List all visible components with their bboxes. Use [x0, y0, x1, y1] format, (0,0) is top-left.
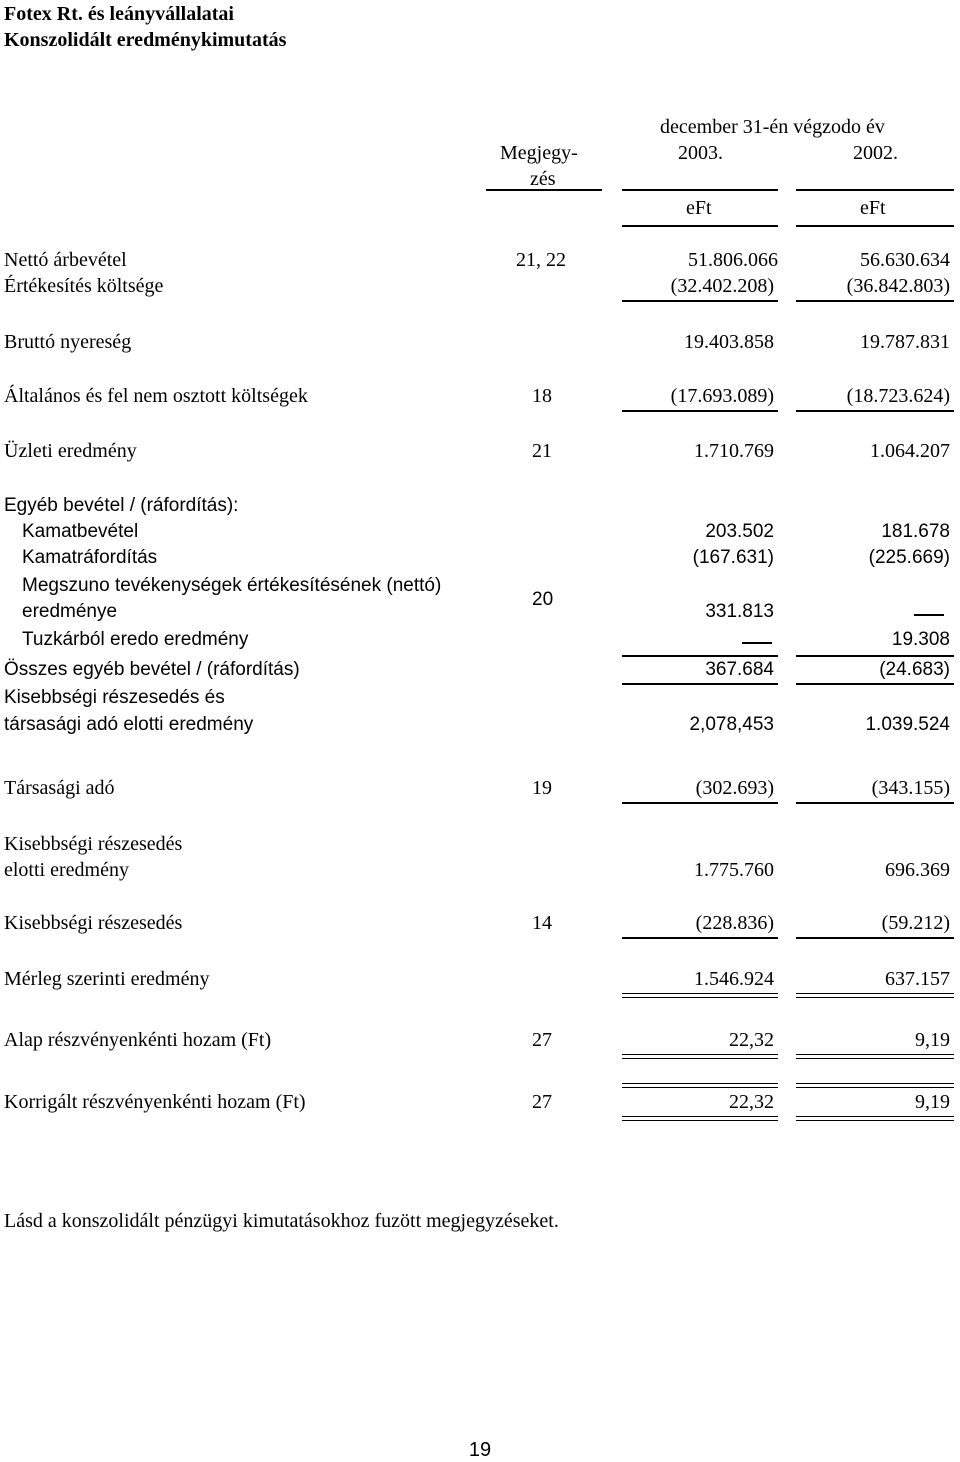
value-2002-discontinued-dash — [914, 614, 944, 616]
year-2003-rule — [622, 189, 778, 191]
value-2002-net-result: 637.157 — [885, 968, 950, 990]
row-label-fire-result: Tuzkárból eredo eredmény — [22, 629, 249, 650]
row-label-gross-profit: Bruttó nyereség — [4, 331, 132, 353]
basic-eps-double-rule-2002 — [796, 1054, 954, 1059]
note-heading: Megjegy- — [500, 142, 578, 164]
row-note-net-sales: 21, 22 — [516, 249, 566, 271]
value-2003-total-other: 367.684 — [705, 659, 774, 680]
row-label-discontinued-cont: eredménye — [22, 601, 118, 622]
value-2002-basic-eps: 9,19 — [915, 1029, 950, 1051]
row-label-operating-result: Üzleti eredmény — [4, 440, 137, 462]
value-2002-interest-expense: (225.669) — [868, 547, 950, 568]
year-2002-rule — [796, 189, 954, 191]
year-2002-heading: 2002. — [853, 142, 898, 164]
value-2002-diluted-eps: 9,19 — [915, 1091, 950, 1113]
unit-2002: eFt — [860, 197, 886, 219]
row-label-pre-minority: Kisebbségi részesedés — [4, 833, 183, 855]
value-2003-minority: (228.836) — [695, 912, 774, 934]
other-income-heading: Egyéb bevétel / (ráfordítás): — [4, 495, 239, 516]
row-note-corporate-tax: 19 — [532, 777, 552, 799]
general-costs-rule-2002 — [796, 410, 954, 412]
net-result-double-rule-2002 — [796, 993, 954, 998]
row-note-operating-result: 21 — [532, 440, 552, 462]
value-2003-interest-income: 203.502 — [705, 521, 774, 542]
row-label-general-costs: Általános és fel nem osztott költségek — [4, 385, 308, 407]
row-note-basic-eps: 27 — [532, 1029, 552, 1051]
unit-2003-rule — [622, 225, 778, 227]
value-2002-cost-of-sales: (36.842.803) — [846, 275, 950, 297]
note-heading-cont: zés — [530, 168, 556, 190]
period-heading: december 31-én végzodo év — [660, 116, 885, 138]
row-label-diluted-eps: Korrigált részvényenkénti hozam (Ft) — [4, 1091, 306, 1113]
value-2002-gross-profit: 19.787.831 — [860, 331, 950, 353]
total-other-rule-2003 — [622, 683, 778, 685]
value-2003-pre-minority: 1.775.760 — [694, 859, 774, 881]
basic-eps-double-rule-2003 — [622, 1054, 778, 1059]
row-note-general-costs: 18 — [532, 385, 552, 407]
value-2003-gross-profit: 19.403.858 — [684, 331, 774, 353]
row-label-basic-eps: Alap részvényenkénti hozam (Ft) — [4, 1029, 272, 1051]
value-2002-minority: (59.212) — [881, 912, 950, 934]
row-note-minority: 14 — [532, 912, 552, 934]
value-2003-net-sales: 51.806.066 — [688, 249, 778, 271]
value-2003-cost-of-sales: (32.402.208) — [670, 275, 774, 297]
value-2002-pretax: 1.039.524 — [865, 714, 950, 735]
minority-rule-2003 — [622, 937, 778, 939]
row-label-pre-minority-cont: elotti eredmény — [4, 859, 129, 881]
unit-2003: eFt — [686, 197, 712, 219]
note-heading-rule — [486, 189, 602, 191]
net-result-double-rule-2003 — [622, 993, 778, 998]
cost-of-sales-rule-2003 — [622, 300, 778, 302]
value-2003-discontinued: 331.813 — [705, 601, 774, 622]
value-2003-general-costs: (17.693.089) — [670, 385, 774, 407]
corporate-tax-rule-2003 — [622, 802, 778, 804]
value-2002-net-sales: 56.630.634 — [860, 249, 950, 271]
value-2002-pre-minority: 696.369 — [885, 859, 950, 881]
diluted-eps-top-rule-2003 — [622, 1083, 778, 1088]
row-label-interest-expense: Kamatráfordítás — [22, 547, 158, 568]
cost-of-sales-rule-2002 — [796, 300, 954, 302]
value-2003-interest-expense: (167.631) — [692, 547, 774, 568]
row-label-corporate-tax: Társasági adó — [4, 777, 115, 799]
value-2002-operating-result: 1.064.207 — [870, 440, 950, 462]
row-label-minority: Kisebbségi részesedés — [4, 912, 183, 934]
fire-result-rule-2003 — [622, 655, 778, 657]
diluted-eps-top-rule-2002 — [796, 1083, 954, 1088]
value-2003-diluted-eps: 22,32 — [729, 1091, 774, 1113]
value-2003-basic-eps: 22,32 — [729, 1029, 774, 1051]
value-2002-fire-result: 19.308 — [891, 629, 950, 650]
value-2003-corporate-tax: (302.693) — [695, 777, 774, 799]
corporate-tax-rule-2002 — [796, 802, 954, 804]
row-note-diluted-eps: 27 — [532, 1091, 552, 1113]
row-note-discontinued: 20 — [532, 589, 554, 610]
value-2003-pretax: 2,078,453 — [689, 714, 774, 735]
general-costs-rule-2003 — [622, 410, 778, 412]
row-label-pretax: Kisebbségi részesedés és — [4, 687, 225, 708]
diluted-eps-double-rule-2003 — [622, 1116, 778, 1121]
row-label-interest-income: Kamatbevétel — [22, 521, 139, 542]
value-2002-total-other: (24.683) — [879, 659, 950, 680]
footer-note: Lásd a konszolidált pénzügyi kimutatásokhoz fuzött megjegyzéseket. — [4, 1210, 559, 1232]
value-2002-interest-income: 181.678 — [881, 521, 950, 542]
year-2003-heading: 2003. — [678, 142, 723, 164]
company-name: Fotex Rt. és leányvállalatai — [4, 3, 234, 25]
value-2003-operating-result: 1.710.769 — [694, 440, 774, 462]
value-2003-net-result: 1.546.924 — [694, 968, 774, 990]
minority-rule-2002 — [796, 937, 954, 939]
unit-2002-rule — [796, 225, 954, 227]
row-label-net-sales: Nettó árbevétel — [4, 249, 127, 271]
row-label-total-other: Összes egyéb bevétel / (ráfordítás) — [4, 659, 300, 680]
value-2002-corporate-tax: (343.155) — [871, 777, 950, 799]
fire-result-rule-2002 — [796, 655, 954, 657]
value-2002-general-costs: (18.723.624) — [846, 385, 950, 407]
row-label-discontinued: Megszuno tevékenységek értékesítésének (nettó) — [22, 575, 442, 596]
page-number: 19 — [468, 1439, 492, 1461]
statement-title: Konszolidált eredménykimutatás — [4, 29, 287, 51]
row-label-cost-of-sales: Értékesítés költsége — [4, 275, 164, 297]
diluted-eps-double-rule-2002 — [796, 1116, 954, 1121]
row-label-net-result: Mérleg szerinti eredmény — [4, 968, 210, 990]
total-other-rule-2002 — [796, 683, 954, 685]
row-label-pretax-cont: társasági adó elotti eredmény — [4, 714, 254, 735]
